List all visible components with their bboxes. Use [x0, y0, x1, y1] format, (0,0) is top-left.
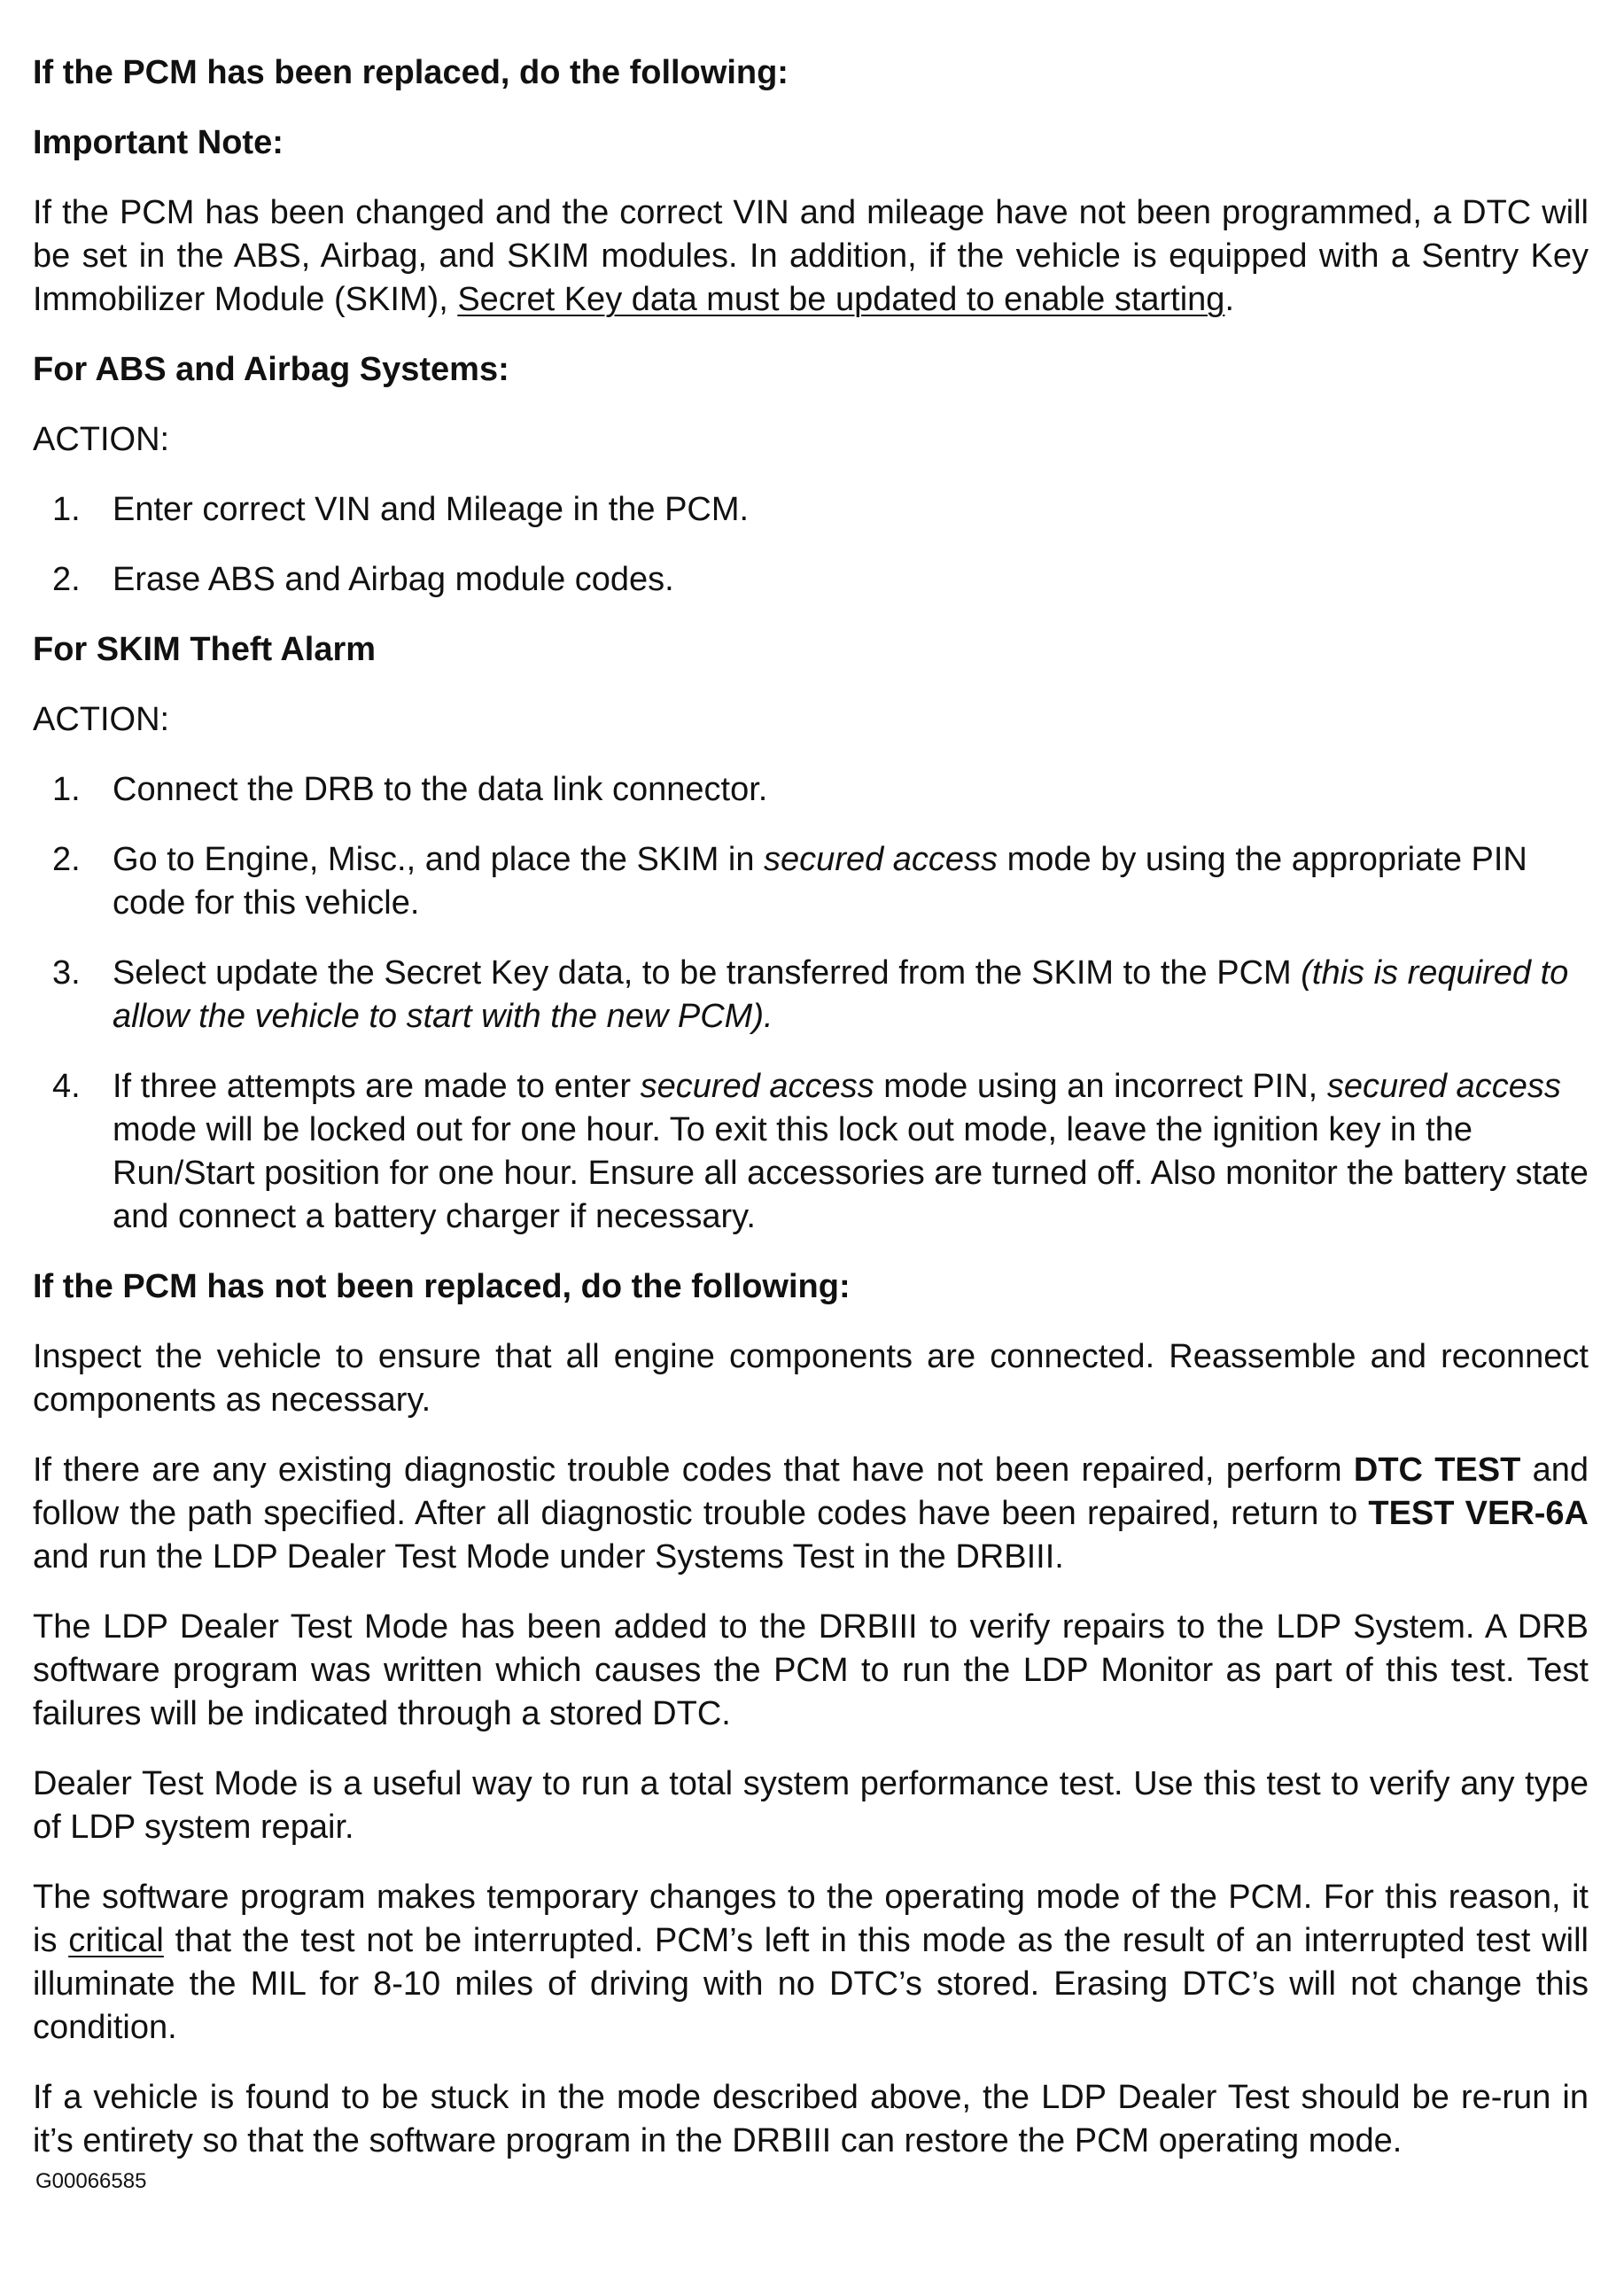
pcm-not-replaced-heading: If the PCM has not been replaced, do the following: — [33, 1268, 851, 1305]
abs-airbag-heading: For ABS and Airbag Systems: — [33, 351, 509, 388]
software-text-part: The software program makes temporary changes to the operating mode of the PCM. For this reason, it is — [33, 1879, 1589, 1959]
step-text: Enter correct VIN and Mileage in the PCM. — [113, 491, 750, 528]
document-id: G00066585 — [35, 2169, 147, 2193]
step-text-part: mode will be locked out for one hour. To exit this lock out mode, leave the ignition key in the Run/Start position for one hour. Ensure all accessories are turned off. Also monitor the battery state and connect a battery charger if necessary. — [113, 1111, 1589, 1235]
dtc-text-part: If there are any existing diagnostic trouble codes that have not been repaired, perform — [33, 1451, 1354, 1489]
inspect-paragraph: Inspect the vehicle to ensure that all engine components are connected. Reassemble and reconnect components as necessary. — [33, 1338, 1589, 1419]
dtc-text-part: and follow the path specified. After all diagnostic trouble codes have been repaired, return to — [33, 1451, 1589, 1532]
step-text: Erase ABS and Airbag module codes. — [113, 561, 674, 598]
step-number: 1. — [52, 491, 81, 528]
abs-action-label: ACTION: — [33, 421, 170, 458]
software-paragraph — [33, 1876, 1589, 2050]
step-number: 2. — [52, 561, 81, 598]
test-ver-6a-bold: TEST VER-6A — [1368, 1495, 1589, 1532]
step-text-part: If three attempts are made to enter — [113, 1068, 641, 1105]
important-note-heading: Important Note: — [33, 124, 284, 161]
step-number: 3. — [52, 954, 81, 992]
required-note-italic: (this is required to allow the vehicle to start with the new PCM). — [113, 954, 1569, 1035]
important-note-paragraph — [33, 191, 1589, 322]
important-note-period: . — [1224, 281, 1235, 318]
list-item — [33, 1065, 1589, 1239]
critical-underlined-text: critical — [68, 1922, 164, 1959]
secret-key-underlined-text: Secret Key data must be updated to enable starting — [457, 281, 1225, 318]
dtc-text-part: and run the LDP Dealer Test Mode under Systems Test in the DRBIII. — [33, 1538, 1064, 1576]
skim-action-label: ACTION: — [33, 701, 170, 738]
dealer-test-paragraph: Dealer Test Mode is a useful way to run a total system performance test. Use this test to verify any type of LDP system repair. — [33, 1765, 1589, 1846]
list-item — [33, 488, 1589, 532]
step-number: 2. — [52, 841, 81, 878]
step-text-part: mode using an incorrect PIN, — [874, 1068, 1327, 1105]
step-text — [113, 952, 1589, 1039]
dtc-test-bold: DTC TEST — [1353, 1451, 1521, 1489]
list-item — [33, 558, 1589, 602]
pcm-replaced-heading: If the PCM has been replaced, do the following: — [33, 54, 789, 91]
ldp-paragraph: The LDP Dealer Test Mode has been added to the DRBIII to verify repairs to the LDP System. A DRB software program was written which causes the PCM to run the LDP Monitor as part of this test. Test failures will be indicated through a stored DTC. — [33, 1608, 1589, 1732]
step-text-part: Go to Engine, Misc., and place the SKIM in — [113, 841, 765, 878]
step-text-part: Select update the Secret Key data, to be transferred from the SKIM to the PCM — [113, 954, 1302, 992]
list-item — [33, 768, 1589, 812]
important-note-text: If the PCM has been changed and the correct VIN and mileage have not been programmed, a DTC will be set in the ABS, Airbag, and SKIM modules. In addition, if the vehicle is equipped with a Sentry Key Immobilizer Module (SKIM), — [33, 194, 1589, 318]
list-item — [33, 838, 1589, 925]
secured-access-italic: secured access — [1326, 1068, 1561, 1105]
secured-access-italic: secured access — [764, 841, 998, 878]
step-number: 4. — [52, 1068, 81, 1105]
step-text: Connect the DRB to the data link connector. — [113, 771, 768, 808]
step-number: 1. — [52, 771, 81, 808]
skim-heading: For SKIM Theft Alarm — [33, 631, 377, 668]
document-page — [33, 51, 1589, 2190]
step-text — [113, 1065, 1589, 1239]
step-text-part: mode by using the appropriate PIN code for this vehicle. — [113, 841, 1527, 922]
software-text-part: that the test not be interrupted. PCM’s left in this mode as the result of an interrupted test will illuminate the MIL for 8-10 miles of driving with no DTC’s stored. Erasing DTC’s will not change this condition. — [33, 1922, 1589, 2046]
step-text — [113, 838, 1589, 925]
skim-steps-list — [33, 768, 1589, 1239]
stuck-mode-paragraph: If a vehicle is found to be stuck in the mode described above, the LDP Dealer Test should be re-run in it’s entirety so that the software program in the DRBIII can restore the PCM operating mode. — [33, 2079, 1589, 2159]
list-item — [33, 952, 1589, 1039]
dtc-paragraph — [33, 1449, 1589, 1579]
abs-steps-list — [33, 488, 1589, 602]
secured-access-italic: secured access — [640, 1068, 874, 1105]
